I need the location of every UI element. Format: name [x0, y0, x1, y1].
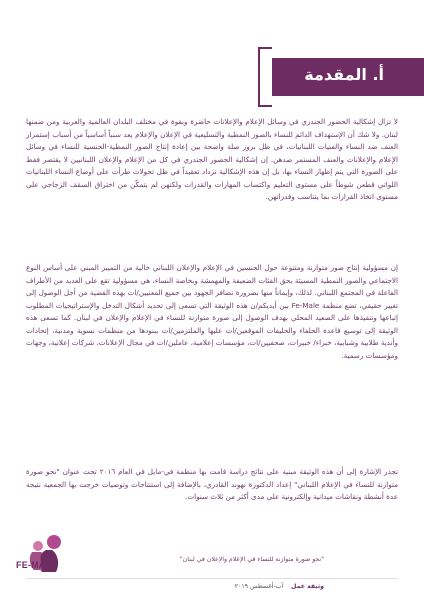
- logo-text: FE-MALE: [16, 560, 58, 570]
- footer-date: آب-أغسطس ٢٠١٩: [234, 583, 284, 590]
- footer-quote: "نحو صورة متوازنة للنساء في الإعلام والإعلان في لبنان": [179, 556, 324, 563]
- section-header: [272, 58, 424, 96]
- footer-doc-type: وثيقة عمل: [291, 583, 324, 590]
- intro-paragraph-2: إن مسؤولية إنتاج صور متوازنة ومتنوعة حول الجنسين في الإعلام والإعلان اللبناني خالية من التمييز المبني على أساس النوع الاجتماعي والصور النمطية المسيئة بحق الفئات الضعيفة والمهمشة وبخاصة النساء، هي مسؤولية تقع على العديد من الأطراف الفاعلة في المجتمع اللبناني. لذلك، وإيماناً منها بضرورة تضافر الجهود بين جميع المعنيين/ات بهذه القضية من أجل الوصول إلى تغيير حقيقي، تضع منظمة Fe-Male بين أيديكم/ن هذه الوثيقة التي تسعى إلى تحديد أشكال التدخل والإستراتيجيات المطلوب إتباعها وتنفيذها على الصعيد المحلي بهدف الوصول إلى صورة متوازنة للنساء في الإعلام والإعلان في لبنان. كما تسعى هذه الوثيقة إلى توسيع قاعدة الحلفاء والحليفات الموقعين/ات عليها والملتزمين/ات ببنودها من منظمات نسوية ومدنية، إتحادات وأندية طلابية وشبابية، خبراء/ خبيرات، صحفيين/ات، مؤسسات إعلامية، عاملين/ات في مجال الإعلانات، شركات إعلانية، وجهات ومؤسسات رسمية.: [26, 263, 398, 360]
- footer-label: [235, 583, 324, 590]
- intro-paragraph-1: لا تزال إشكالية الحضور الجندري في وسائل الإعلام والإعلانات حاضرة وبقوة في مختلف البلدان العالمية والعربية ومن ضمنها لبنان. ولا شك أن الإستهداف الدائم للنساء بالصور النمطية والتسليعية في الإعلان والإعلام يعد سبباً أساسياً من أسباب إستمرار العنف ضد النساء والفتيات اللبنانيات، في ظل بروز صلة واضحة بين إعادة إنتاج الصور النمطية-الجنسية للنساء في وسائل الإعلام والإعلانات والعنف المستمر ضدهن. إن إشكالية الحضور الجندري في كل من الإعلام والإعلان اللبنانيين لا يقتصر فقط على الصورة التي يتم إظهار النساء بها، بل إن هذه الإشكالية تزداد تعقيداً في ظل تحولات طرأت على أوضاع النساء اللبنانيات اللواتي قطعن شوطاً على مستوى التعليم واكتساب المهارات والقدرات ولكنهن لم يتمكّن من اختراق السقف الزجاجي على مستوى اتخاذ القرارات بما يتناسب وقدراتهن.: [26, 117, 398, 201]
- fe-male-logo-icon: [26, 532, 68, 582]
- footer-divider: [26, 578, 398, 579]
- section-title: أ. المقدمة: [304, 65, 384, 84]
- header-decoration: [258, 47, 272, 107]
- intro-paragraph-3: تجدر الإشارة إلى أن هذه الوثيقة مبنية على نتائج دراسة قامت بها منظمة في-مايل في العام ٢٠١٦ تحت عنوان "نحو صورة متوازنة للنساء في الإعلام اللبناني" إعداد الدكتورة نهوند القادري، بالإضافة إلى استنتاجات وتوصيات خرجت بها الجمعية نتيجة عدة أنشطة ونقاشات ميدانية وإلكترونية على مدى أكثر من ثلاث سنوات.: [26, 467, 399, 501]
